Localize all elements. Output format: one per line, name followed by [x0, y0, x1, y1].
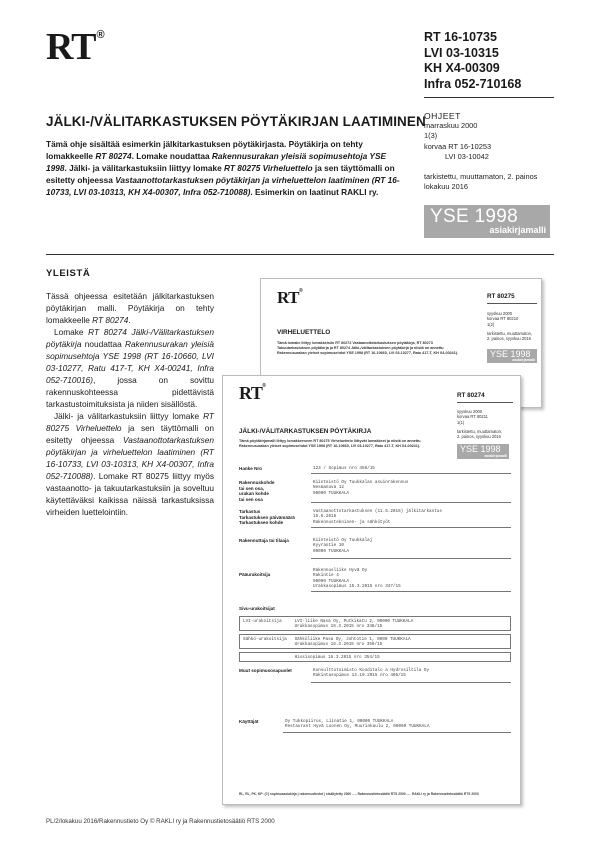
- form-thumbnail-poytakirja: [222, 375, 521, 805]
- section-paragraph-2: Lomake RT 80274 Jälki-/Välitarkastuksen pöytäkirja noudattaa Rakennusurakan yleisiä sopimusehtoja YSE 1998 (RT 16-10660, LVI 03-10277, Ratu 417-T, KH X4-00241, Infra 052-710016), jossa on sovittu rakennuskohteessa pidettävistä tarkastustoimituksista ja niiden sisällöstä.: [46, 327, 214, 409]
- thumb1-logo: RT®: [277, 288, 303, 307]
- meta-replaces: korvaa RT 16-10253: [424, 141, 492, 151]
- field-label-sivu-urakoitsijat: Sivu-urakoitsijat: [239, 606, 275, 611]
- thumb1-rule: [487, 303, 537, 304]
- subcontractor-box-sahko: [239, 634, 511, 649]
- section-divider: [46, 254, 554, 255]
- field-value-rakennuttaja: Kiinteistö Oy Tuukkalaj Kyyrantie 10 00000 TUUKKALA: [313, 538, 373, 554]
- section-body: [46, 290, 214, 518]
- meta-category: OHJEET: [424, 111, 461, 121]
- thumb2-intro: Tämä pöytäkirjamalli liittyy lomakkeeseen RT 80275 Virheluettelo liittyvät lomakkeet ja niistä on annettu Rakennusurakan yleiset sopimusehdot YSE 1998 (RT 16-10660, LVI 03-10277, Ratu 417-T, KH X4-00241).: [239, 439, 421, 448]
- yse-badge-subtitle: asiakirjamalli: [489, 225, 546, 235]
- section-heading: YLEISTÄ: [46, 268, 91, 279]
- thumb1-intro: Tämä lomake liittyy lomakkeisiin RT 80272 Vastaanottotarkastuksen pöytäkirja, RT 80273 Takuutarkastuksen pöytäkirja ja RT 80274 Jälki-/välitarkastuksen pöytäkirja ja niistä on annettu Rakennusurakan yleiset sopimusehdot YSE 1998 (RT 16-10660, LVI 03-10277, Ratu 417-T, KH X4-00241).: [277, 341, 459, 355]
- section-paragraph-3: Jälki- ja välitarkastuksiin liittyy lomake RT 80275 Virheluettelo ja sen täyttömalli on esitetty ohjeessa Vastaanottotarkastuksen pöytäkirjan ja virheluettelon laatiminen (RT 16-10733, LVI 03-10313, KH X4-00307, Infra 052-710088). Lomake RT 80275 liittyy myös vastaanotto- ja takuutarkastuksiin ja soveltuu käytettäväksi kaikissa näissä tarkastuksissa virheiden luettelointiin.: [46, 411, 214, 517]
- field-value-sahko: Sähkö-urakoitsija Sähköliike Pasa Oy, Johtotie 1, 0000 TUUKKALA Urakkasopimus 16.3.2015 nro 359/15: [243, 637, 411, 648]
- field-line: [311, 527, 511, 528]
- thumb1-code: RT 80275: [487, 293, 515, 300]
- field-value-kohde: Kiinteistö Oy Tuukkalan asuinrakennus Nesmanuva 12 00000 TUUKKALA: [313, 480, 409, 496]
- field-line: [283, 732, 511, 733]
- thumb1-meta: syyskuu 2000 korvaa RT 80210 1(2) tarkistettu, muuttamaton, 2. painos, syyskuu 2016: [487, 311, 533, 342]
- field-label-rakennuttaja: Rakennuttaja tai tilaaja: [239, 538, 289, 543]
- thumb2-logo: RT®: [239, 383, 266, 403]
- page-footer: PL/2/lokakuu 2016/Rakennustieto Oy © RAKLI ry ja Rakennustietosäätiö RTS 2000: [46, 818, 275, 825]
- field-line: [311, 591, 511, 592]
- field-line: [311, 473, 511, 474]
- subcontractor-box-hissi: [239, 652, 511, 662]
- field-label-hanke: Hanke Nro: [239, 466, 262, 471]
- subcontractor-box-lvi: [239, 616, 511, 631]
- document-meta: [424, 111, 537, 192]
- field-value-hissi: Hissisopimus 16.3.2015 nro 354/15: [243, 655, 380, 660]
- field-label-tarkastus: Tarkastus Tarkastuksen päivämäärä Tarkastuksen kohde: [239, 509, 295, 526]
- field-label-kayttajat: Käyttäjät: [239, 719, 259, 724]
- meta-pages: 1(3): [424, 131, 438, 141]
- thumb2-yse-badge: YSE 1998 asiakirjamalli: [457, 444, 509, 459]
- meta-date: marraskuu 2000: [424, 121, 478, 131]
- field-label-muut: Muut sopimusosapuolet: [239, 668, 292, 673]
- meta-revised-date: lokakuu 2016: [424, 182, 468, 192]
- code-lvi: LVI 03-10315: [424, 45, 499, 60]
- field-value-hanke: 123 / Sopimus nro 456/15: [313, 466, 375, 471]
- document-codes: [424, 30, 521, 92]
- meta-revised: tarkistettu, muuttamaton, 2. painos: [424, 172, 538, 182]
- field-label-paaurakoitsija: Pääurakoitsija: [239, 572, 271, 577]
- field-label-kohde: Rakennuskohde tai sen osa, urakan kohde tai sen osa: [239, 480, 275, 502]
- section-paragraph-1: Tässä ohjeessa esitetään jälkitarkastuksen pöytäkirjan malli. Pöytäkirja on tehty lomakkeelle RT 80274.: [46, 291, 214, 325]
- field-value-muut: Konsulttotoimisto Kooditalo a Hydrosiltila Oy Rakintasopimus 14.10.2015 nro 406/15: [313, 668, 430, 679]
- field-line: [311, 558, 511, 559]
- code-rt: RT 16-10735: [424, 30, 497, 44]
- field-value-paaurakoitsija: Rakennusliike Hyvä Oy Rakintie 4 00000 TUUKKALA Urakkasopimus 15.3.2015 nro 347/15: [313, 568, 401, 590]
- thumb2-footer: RL, RL, PK, KP: (©) sopimusasiakirja | rakennustiedot | sisällytetty 2000 ..... Rakennustietosäätiö RTS 2000 ..... RAKLI ry ja Rakennustietosäätiö RTS 2000: [239, 792, 479, 796]
- intro-paragraph: Tämä ohje sisältää esimerkin jälkitarkastuksen pöytäkirjasta. Pöytäkirja on tehty lomakkeelle RT 80274. Lomake noudattaa Rakennusurakan yleisiä sopimusehtoja YSE 1998. Jälki- ja välitarkastuksiin liittyy lomake RT 80275 Virheluettelo ja sen täyttömalli on esitetty ohjeessa Vastaanottotarkastuksen pöytäkirjan ja virheluettelon laatiminen (RT 16-10733, LVI 03-10313, KH X4-00307, Infra 052-710088). Esimerkin on laatinut RAKLI ry.: [46, 139, 400, 197]
- page-title: JÄLKI-/VÄLITARKASTUKSEN PÖYTÄKIRJAN LAATIMINEN: [46, 114, 426, 129]
- code-infra: Infra 052-710168: [424, 76, 522, 91]
- rt-logo: RT®: [46, 26, 104, 68]
- field-value-kayttajat: Oy Tukkopiirus, Liinatie 1, 00000 TUUKKALA Restaurant Hyvä Luonen Oy, Muurinkaulu 2, 00000 TUUKKALA: [285, 719, 430, 730]
- thumb1-yse-badge: YSE 1998 asiakirjamalli: [487, 349, 537, 363]
- thumb2-meta: syyskuu 2000 korvaa RT 80211 1(1) tarkistettu, muuttamaton, 2. painos, syyskuu 2016: [457, 409, 503, 440]
- meta-replaces-lvi: LVI 03-10042: [445, 151, 489, 161]
- code-kh: KH X4-00309: [424, 61, 500, 75]
- thumb2-rule: [457, 402, 513, 403]
- field-line: [311, 502, 511, 503]
- field-value-tarkastus: Vastaanottotarkastuksen (11.5.2016) jälkitarkastus 15.6.2016 Rakennustekninen- ja sähkötyöt: [313, 509, 442, 525]
- field-line: [311, 682, 511, 683]
- header-rule: [424, 97, 554, 98]
- thumb1-title: VIRHELUETTELO: [277, 329, 331, 336]
- field-value-lvi: LVI-urakoitsija LVI-liike Nasa Oy, Putkikatu 2, 00000 TUUKKALA Urakkasopimus 16.3.2015 nro 348/15: [243, 619, 414, 630]
- yse-badge-title: YSE 1998: [430, 206, 518, 227]
- thumb2-title: JÄLKI-/VÄLITARKASTUKSEN PÖYTÄKIRJA: [239, 428, 372, 435]
- thumb2-code: RT 80274: [457, 392, 485, 399]
- yse-badge: [424, 205, 550, 238]
